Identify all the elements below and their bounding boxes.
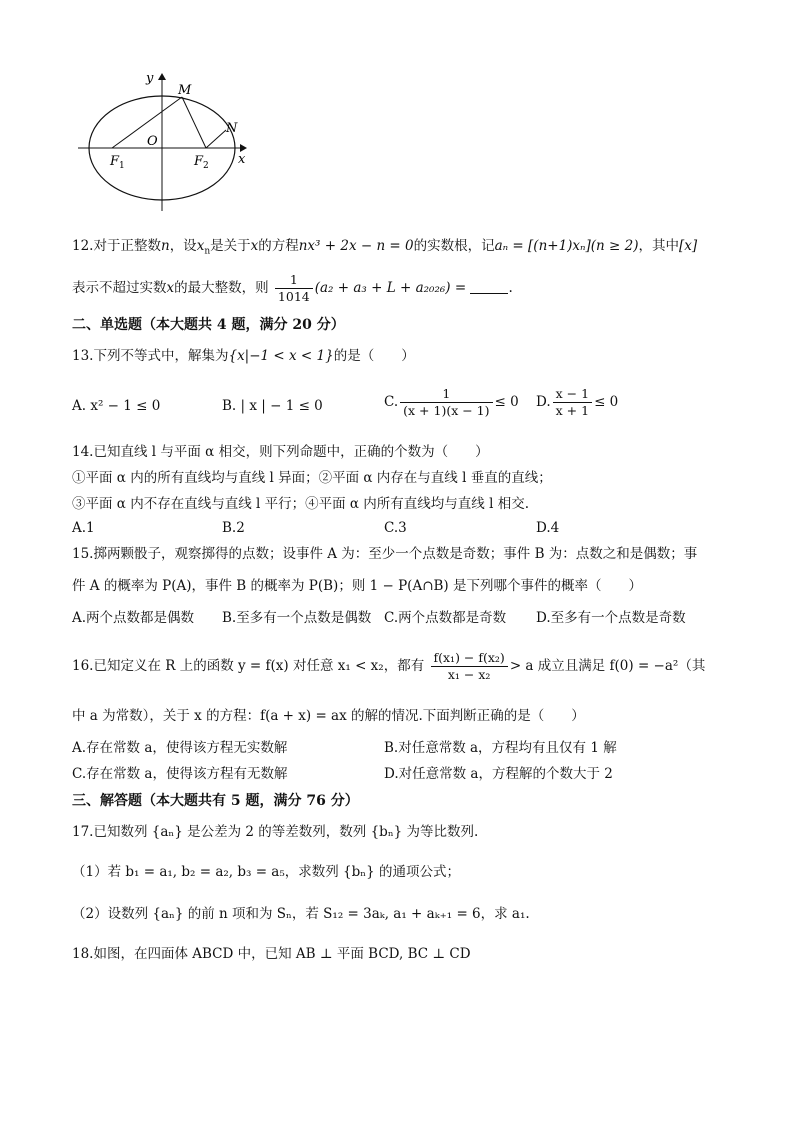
q14-line2: ①平面 α 内的所有直线均与直线 l 异面；②平面 α 内存在与直线 l 垂直的直线； — [72, 470, 552, 486]
q17-part1: （1）若 b₁ = a₁, b₂ = a₂, b₃ = a₅，求数列 {bₙ} 的通项公式； — [72, 864, 461, 880]
q16-option-a: A.存在常数 a，使得该方程无实数解 — [72, 740, 288, 756]
label-f1: $F_1$ — [110, 154, 125, 171]
q13-option-b: B. | x | − 1 ≤ 0 — [222, 398, 323, 414]
q12-line2: 表示不超过实数x的最大整数，则 $\frac{1}{1014}$ (a₂ + a₃ + L + a₂₀₂₆) = . — [72, 272, 513, 304]
q14-option-b: B.2 — [222, 520, 245, 536]
q16-option-c: C.存在常数 a，使得该方程有无数解 — [72, 766, 288, 782]
q15-option-a: A.两个点数都是偶数 — [72, 610, 195, 626]
q17-part2: （2）设数列 {aₙ} 的前 n 项和为 Sₙ，若 S₁₂ = 3aₖ, a₁ + aₖ₊₁ = 6，求 a₁. — [72, 906, 530, 922]
q17-stem: 17.已知数列 {aₙ} 是公差为 2 的等差数列，数列 {bₙ} 为等比数列. — [72, 824, 479, 840]
q16-line2: 中 a 为常数），关于 x 的方程：f(a + x) = ax 的解的情况.下面判断正确的是（ ） — [72, 708, 585, 724]
q15-line1: 15.掷两颗骰子，观察掷得的点数；设事件 A 为：至少一个点数是奇数；事件 B 为：点数之和是偶数；事 — [72, 546, 698, 562]
q14-option-d: D.4 — [536, 520, 560, 536]
q12-equation: nx³ + 2x − n = 0 — [298, 238, 414, 254]
q14-stem: 14.已知直线 l 与平面 α 相交，则下列命题中，正确的个数为（ ） — [72, 444, 489, 460]
ellipse-figure — [70, 66, 260, 216]
q15-option-c: C.两个点数都是奇数 — [384, 610, 507, 626]
q14-option-a: A.1 — [72, 520, 95, 536]
label-y: y — [146, 71, 154, 86]
q16-fraction: $\frac{\text{f(x₁) − f(x₂)}}{\text{x₁ − x₂}}$ — [431, 650, 508, 683]
q14-option-c: C.3 — [384, 520, 407, 536]
q18-stem: 18.如图，在四面体 ABCD 中，已知 AB ⊥ 平面 BCD, BC ⊥ CD — [72, 946, 471, 962]
label-o: O — [147, 134, 158, 149]
q13-stem: 13.下列不等式中，解集为{x|−1 < x < 1}的是（ ） — [72, 348, 415, 364]
q12-fraction: $\frac{1}{1014}$ — [275, 272, 313, 305]
q16-option-b: B.对任意常数 a，方程均有且仅有 1 解 — [384, 740, 617, 756]
label-n: N — [226, 121, 238, 136]
q14-line3: ③平面 α 内不存在直线与直线 l 平行；④平面 α 内所有直线均与直线 l 相交. — [72, 496, 529, 512]
section-heading-3: 三、解答题（本大题共有 5 题，满分 76 分） — [72, 793, 359, 809]
section-heading-2: 二、单选题（本大题共 4 题，满分 20 分） — [72, 317, 345, 333]
label-x: x — [238, 152, 246, 167]
q15-option-d: D.至多有一个点数是奇数 — [536, 610, 686, 626]
segment-f2-n — [206, 130, 226, 148]
q15-line2: 件 A 的概率为 P(A)，事件 B 的概率为 P(B)；则 1 − P(A∩B) 是下列哪个事件的概率（ ） — [72, 578, 642, 594]
label-m: M — [178, 83, 192, 98]
q16-option-d: D.对任意常数 a，方程解的个数大于 2 — [384, 766, 613, 782]
q12-line1: 12.对于正整数n，设$x_n$是关于x的方程nx³ + 2x − n = 0的实数根，记aₙ = [(n+1)xₙ](n ≥ 2)，其中[x] — [72, 238, 698, 257]
q15-option-b: B.至多有一个点数是偶数 — [222, 610, 372, 626]
q13-option-d: D. $\frac{x - 1}{x + 1}$ ≤ 0 — [536, 386, 619, 418]
q13-option-a: A. x² − 1 ≤ 0 — [72, 398, 161, 414]
q12-answer-blank — [470, 293, 508, 294]
label-f2: $F_2$ — [194, 154, 209, 171]
q12-an-def: aₙ = [(n+1)xₙ](n ≥ 2) — [494, 238, 639, 254]
q16-line1: 16.已知定义在 R 上的函数 y = f(x) 对任意 x₁ < x₂，都有 $\frac{\text{f(x₁) − f(x₂)}}{\text{x₁ − x₂}}$ > a 成立且满足 f(0) = −a²（其 — [72, 650, 706, 682]
q13-option-c: C. $\frac{1}{(x + 1)(x - 1)}$ ≤ 0 — [384, 386, 519, 418]
